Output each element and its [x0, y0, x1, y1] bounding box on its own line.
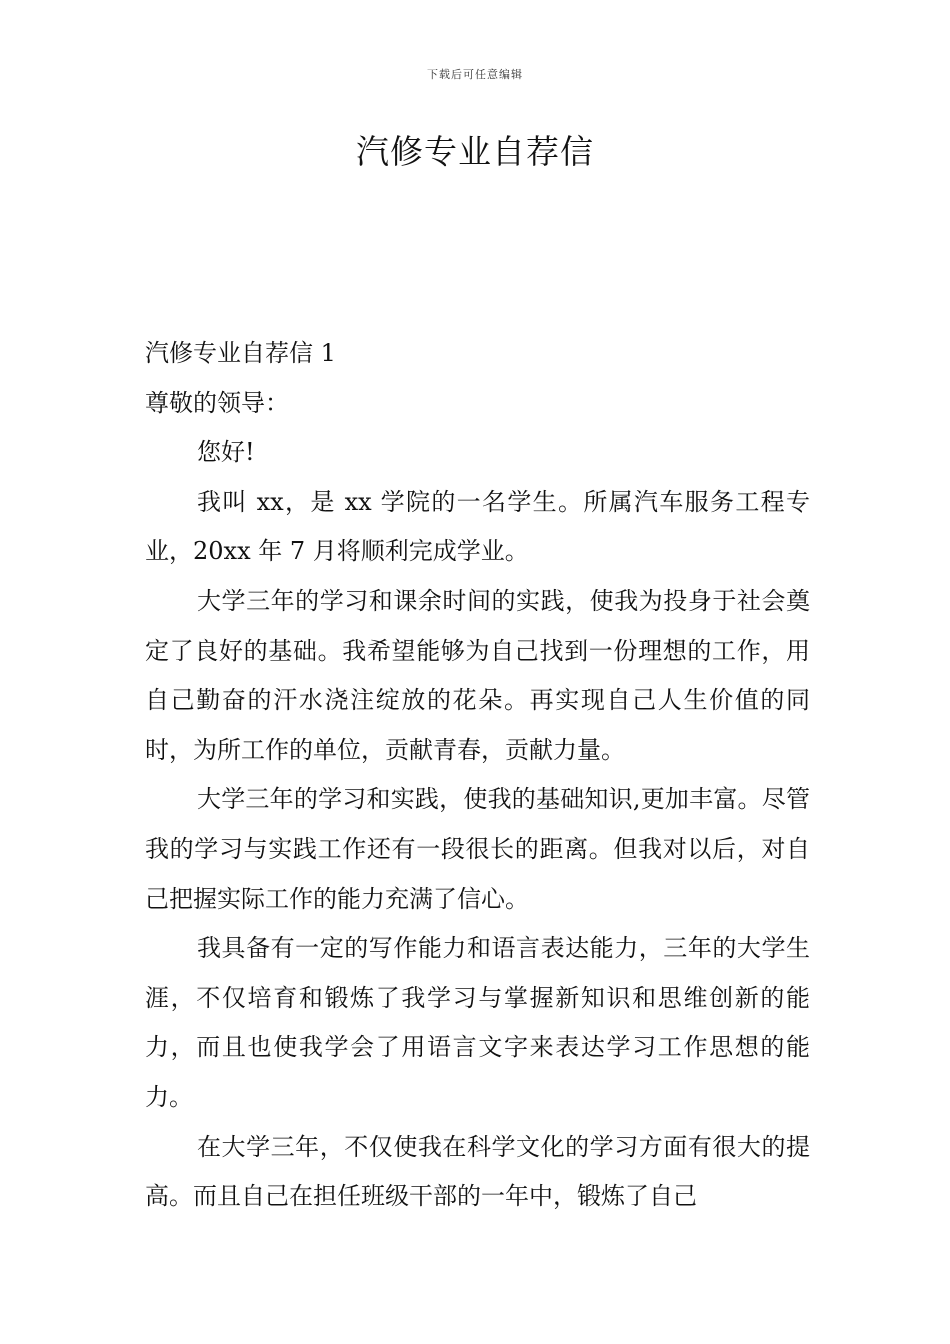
- header-note: 下载后可任意编辑: [427, 68, 523, 81]
- salutation: 尊敬的领导：: [145, 388, 289, 417]
- section-heading: 汽修专业自荐信 1: [145, 339, 336, 367]
- document-title: 汽修专业自荐信: [356, 132, 594, 171]
- letter-body: [145, 329, 810, 1222]
- greeting: 您好!: [197, 438, 255, 467]
- paragraph: 大学三年的学习和课余时间的实践，使我为投身于社会奠定了良好的基础。我希望能够为自己找到一份理想的工作，用自己勤奋的汗水浇注绽放的花朵。再实现自己人生价值的同时，为所工作的单位，贡献青春，贡献力量。: [145, 586, 810, 764]
- paragraph: 我叫 xx，是 xx 学院的一名学生。所属汽车服务工程专业，20xx 年 7 月将顺利完成学业。: [145, 487, 810, 566]
- paragraph: 在大学三年，不仅使我在科学文化的学习方面有很大的提高。而且自己在担任班级干部的一年中，锻炼了自己: [145, 1132, 810, 1211]
- paragraph: 我具备有一定的写作能力和语言表达能力，三年的大学生涯，不仅培育和锻炼了我学习与掌握新知识和思维创新的能力，而且也使我学会了用语言文字来表达学习工作思想的能力。: [145, 934, 810, 1111]
- paragraph: 大学三年的学习和实践，使我的基础知识,更加丰富。尽管我的学习与实践工作还有一段很长的距离。但我对以后，对自己把握实际工作的能力充满了信心。: [145, 785, 810, 913]
